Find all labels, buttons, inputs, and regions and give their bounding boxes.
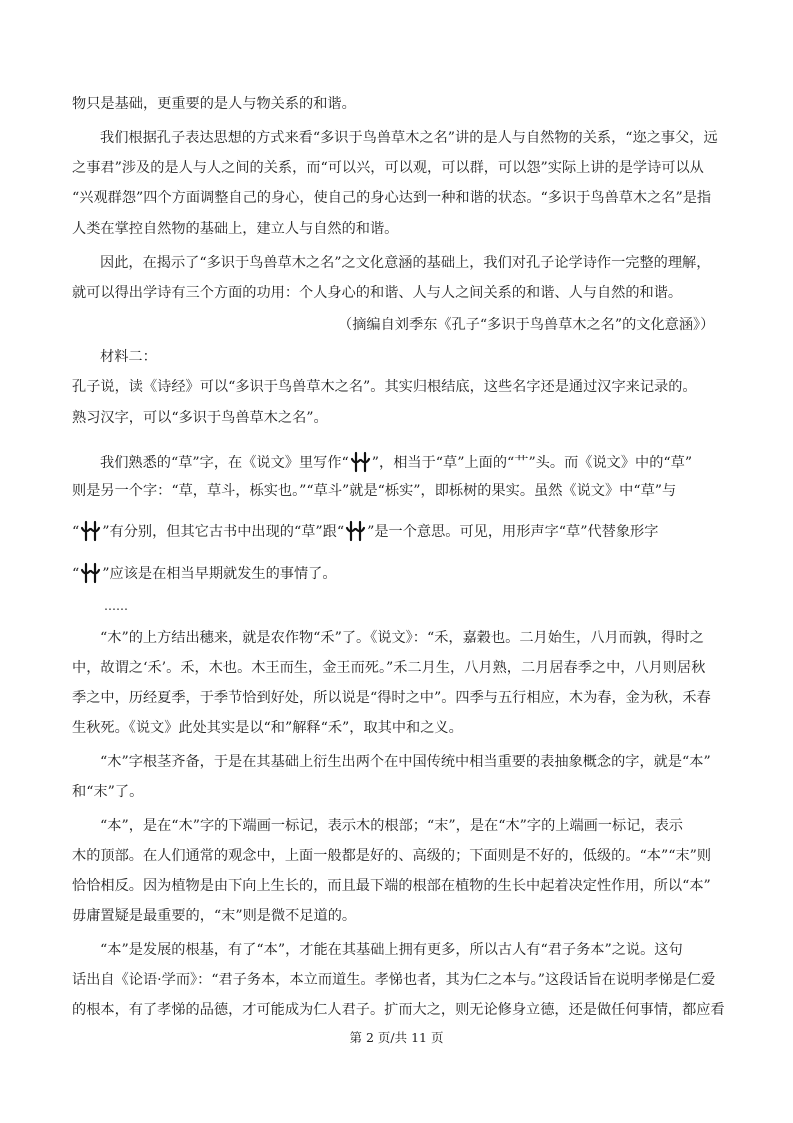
text-line: 木的顶部。在人们通常的观念中，上面一般都是好的、高级的；下面则是不好的，低级的。“本”“末”则 (72, 848, 712, 864)
page-number-footer: 第 2 页/共 11 页 (349, 1030, 444, 1045)
text-line: “本”是发展的根基，有了“本”，才能在其基础上拥有更多，所以古人有“君子务本”之说。这句 (100, 942, 683, 958)
ellipsis: …… (104, 599, 128, 613)
ancient-cao-glyph-icon (80, 562, 101, 584)
text-line: 生秋死。《说文》此处其实是以“和”解释“禾”，取其中和之义。 (72, 720, 463, 736)
text-line: 人类在掌控自然物的基础上，建立人与自然的和谐。 (72, 221, 399, 237)
ancient-cao-glyph-icon (345, 520, 366, 542)
text-line: 话出自《论语·学而》：“君子务本，本立而道生。孝悌也者，其为仁之本与。”这段话旨在说明孝悌是仁爱 (72, 972, 716, 988)
text-segment: “ (72, 524, 80, 540)
text-segment: ”有分别，但其它古书中出现的“草”跟“ (102, 524, 345, 540)
text-line: 我们根据孔子表达思想的方式来看“多识于鸟兽草木之名”讲的是人与自然物的关系，“迩之事父，远 (100, 130, 718, 146)
ancient-cao-glyph-icon (350, 451, 371, 473)
text-line: “本”，是在“木”字的下端画一标记，表示木的根部；“末”，是在“木”字的上端画一标记，表示 (100, 818, 683, 834)
text-line: 因此，在揭示了“多识于鸟兽草木之名”之文化意涵的基础上，我们对孔子论学诗作一完整的理解， (100, 255, 711, 271)
text-segment: ”应该是在相当早期就发生的事情了。 (102, 566, 337, 582)
text-line: 毋庸置疑是最重要的，“末”则是微不足道的。 (72, 908, 357, 924)
text-line: 和“末”了。 (72, 784, 144, 800)
text-line: 季之中，历经夏季，于季节恰到好处，所以说是“得时之中”。四季与五行相应，木为春，金为秋，禾春 (72, 690, 711, 706)
text-line: 中，故谓之‘禾’。禾，木也。木王而生，金王而死。”禾二月生，八月熟，二月居春季之中，八月则居秋 (72, 660, 706, 676)
source-citation: （摘编自刘季东《孔子“多识于鸟兽草木之名”的文化意涵》） (338, 317, 715, 333)
text-line: “兴观群怨”四个方面调整自己的身心，使自己的身心达到一种和谐的状态。“多识于鸟兽草木之名”是指 (72, 190, 712, 206)
text-segment: ”是一个意思。可见，用形声字“草”代替象形字 (367, 524, 659, 540)
text-line: 恰恰相反。因为植物是由下向上生长的，而且最下端的根部在植物的生长中起着决定性作用，所以“本” (72, 878, 711, 894)
text-segment: 我们熟悉的“草”字，在《说文》里写作“ (100, 455, 349, 471)
text-line (72, 520, 658, 542)
text-line: “木”的上方结出穗来，就是农作物“禾”了。《说文》：“禾，嘉穀也。二月始生，八月而孰，得时之 (100, 630, 704, 646)
text-line: 则是另一个字：“草，草斗，栎实也。”“草斗”就是“栎实”，即栎树的果实。虽然《说文》中“草”与 (72, 483, 677, 499)
text-line: 熟习汉字，可以“多识于鸟兽草木之名”。 (72, 410, 328, 426)
text-line: “木”字根茎齐备，于是在其基础上衍生出两个在中国传统中相当重要的表抽象概念的字，就是“本” (100, 754, 711, 770)
text-line: 物只是基础，更重要的是人与物关系的和谐。 (72, 96, 356, 112)
text-segment: ”，相当于“草”上面的“艹”头。而《说文》中的“草” (371, 455, 693, 471)
text-segment: “ (72, 566, 80, 582)
ancient-cao-glyph-icon (80, 520, 101, 542)
section-heading: 材料二： (100, 349, 157, 365)
text-line: 之事君”涉及的是人与人之间的关系，而“可以兴，可以观，可以群，可以怨”实际上讲的是学诗可以从 (72, 160, 704, 176)
text-line (100, 451, 692, 473)
text-line (72, 562, 337, 584)
text-line: 孔子说，读《诗经》可以“多识于鸟兽草木之名”。其实归根结底，这些名字还是通过汉字来记录的。 (72, 379, 697, 395)
text-line: 的根本，有了孝悌的品德，才可能成为仁人君子。扩而大之，则无论修身立德，还是做任何事情，都应看 (72, 1002, 725, 1018)
text-line: 就可以得出学诗有三个方面的功用：个人身心的和谐、人与人之间关系的和谐、人与自然的和谐。 (72, 285, 683, 301)
